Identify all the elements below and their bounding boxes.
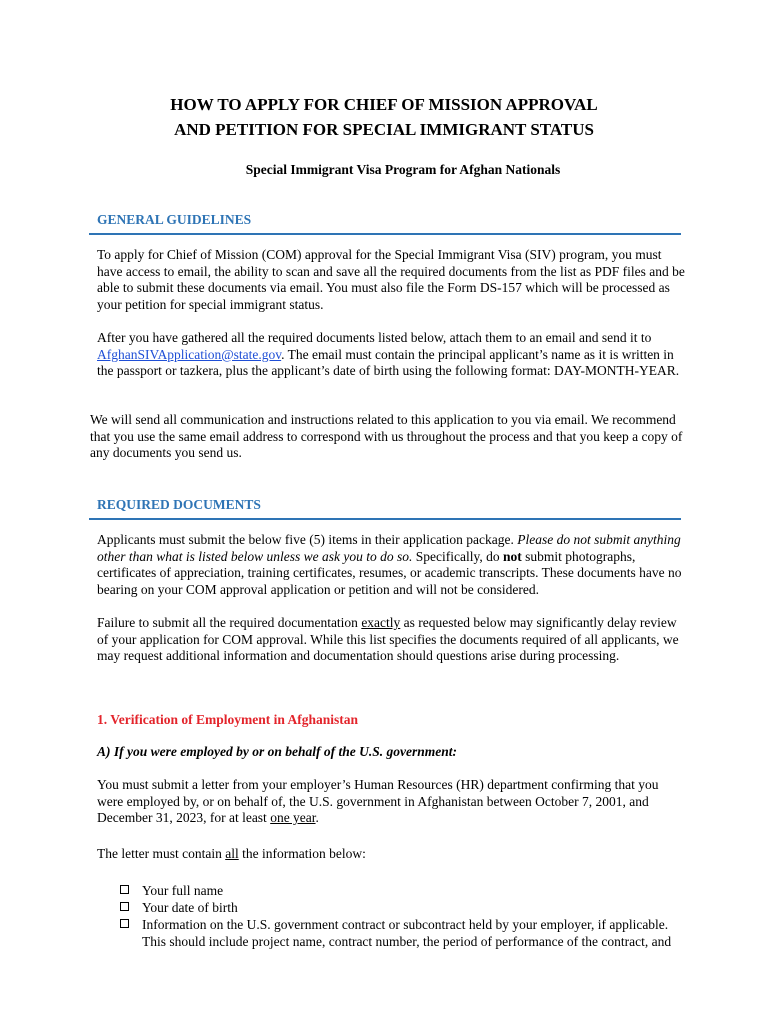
section-1-heading: 1. Verification of Employment in Afghanistan [97,712,359,727]
required-paragraph-2-text-b: as requested below may significantly delay review of your application for COM approval. While this list specifies the documents required of all applicants, we may request additional information and documentation should questions arise during processing. [97,615,679,663]
required-paragraph-1-text-a: Applicants must submit the below five (5) items in their application package. [97,532,518,547]
checkbox-icon [120,919,129,928]
section-1-paragraph-1-text-b: . [315,810,319,825]
section-1-paragraph-2 [97,846,687,863]
document-title-line-2: AND PETITION FOR SPECIAL IMMIGRANT STATUS [174,120,594,139]
checklist-item-text: Information on the U.S. government contract or subcontract held by your employer, if applicable. This should include project name, contract number, the period of performance of the contract, and [142,917,672,949]
required-paragraph-1-italic: Please do not submit anything other than what is listed below unless we ask you to do so. [97,532,681,564]
document-title-line-1: HOW TO APPLY FOR CHIEF OF MISSION APPROVAL [170,95,598,114]
section-1-paragraph-1-text-a: You must submit a letter from your employer’s Human Resources (HR) department confirming that you were employed by, or on behalf of, the U.S. government in Afghanistan between October 7, 2001, and December 31, 2023, for at least [97,777,659,825]
required-paragraph-1-bold: not [502,548,522,564]
section-1-paragraph-2-text-a: The letter must contain [97,846,226,861]
section-1-subheading: A) If you were employed by or on behalf of the U.S. government: [97,744,457,759]
checklist-item-text: Your date of birth [142,900,238,915]
general-paragraph-2-text-b: . The email must contain the principal applicant’s name as it is written in the passport or tazkera, plus the applicant’s date of birth using the following format: DAY-MONTH-YEAR. [97,346,680,378]
general-paragraph-3: We will send all communication and instructions related to this application to you via email. We recommend that you use the same email address to correspond with us throughout the process and that you keep a copy of any documents you send us. [90,412,683,460]
email-link[interactable]: AfghanSIVApplication@state.gov [97,346,282,362]
required-paragraph-2 [97,615,687,665]
section-heading-required-documents: REQUIRED DOCUMENTS [89,497,681,520]
general-paragraph-2-text-a: After you have gathered all the required documents listed below, attach them to an email and send it to [97,330,652,345]
general-paragraph-1: To apply for Chief of Mission (COM) approval for the Special Immigrant Visa (SIV) program, you must have access to email, the ability to scan and save all the required documents from the list as PDF files and be able to submit these documents via email. You must also file the Form DS-157 which will be processed as your petition for special immigrant status. [97,247,685,312]
checkbox-icon [120,885,129,894]
section-heading-general-guidelines: GENERAL GUIDELINES [89,212,681,235]
checklist-item [118,899,688,916]
section-1-paragraph-1-underlined: one year [270,810,316,825]
section-1-paragraph-2-underlined: all [225,846,239,861]
checklist-item [118,916,688,950]
checklist-item [118,882,688,899]
section-1-paragraph-1 [97,777,687,827]
document-subtitle: Special Immigrant Visa Program for Afghan Nationals [245,162,561,177]
checkbox-icon [120,902,129,911]
required-paragraph-1 [97,532,687,598]
required-paragraph-1-text-c: submit photographs, certificates of appreciation, training certificates, resumes, or academic transcripts. These documents have no bearing on your COM approval application or petition and will not be considered. [97,548,682,597]
required-paragraph-1-text-b: Specifically, do [412,548,503,564]
section-1-paragraph-2-text-b: the information below: [238,846,366,861]
checklist-item-text: Your full name [142,883,224,898]
required-paragraph-2-text-a: Failure to submit all the required documentation [97,615,362,630]
general-paragraph-2 [97,330,687,380]
required-info-checklist [118,882,688,950]
required-paragraph-2-underlined: exactly [361,615,401,630]
